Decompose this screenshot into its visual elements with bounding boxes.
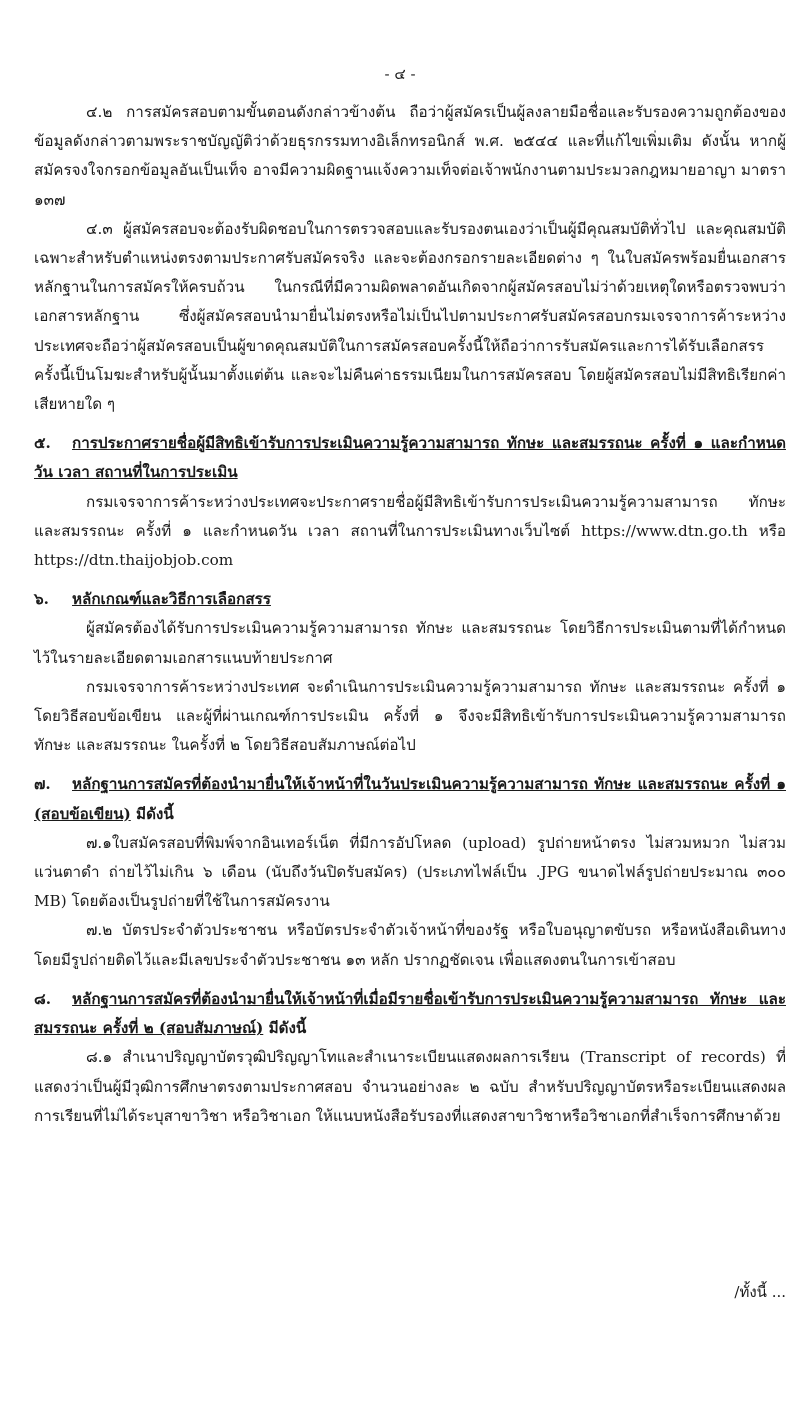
section-7-item-2: ๗.๒ บัตรประจำตัวประชาชน หรือบัตรประจำตัวเจ้าหน้าที่ของรัฐ หรือใบอนุญาตขับรถ หรือหนังสือเดินทาง โดยมีรูปถ่ายติดไว้และมีเลขประจำตัวประชาชน ๑๓ หลัก ปรากฏชัดเจน เพื่อแสดงตนในการเข้าสอบ xyxy=(34,921,786,969)
paragraph-4-2: ๔.๒ การสมัครสอบตามขั้นตอนดังกล่าวข้างต้น ถือว่าผู้สมัครเป็นผู้ลงลายมือชื่อและรับรองความถูกต้องของข้อมูลดังกล่าวตามพระราชบัญญัติว่าด้วยธุรกรรมทางอิเล็กทรอนิกส์ พ.ศ. ๒๕๔๔ และที่แก้ไขเพิ่มเติม ดังนั้น หากผู้สมัครจงใจกรอกข้อมูลอันเป็นเท็จ อาจมีความผิดฐานแจ้งความเท็จต่อเจ้าพนักงานตามประมวลกฎหมายอาญา มาตรา ๑๓๗ xyxy=(34,103,786,209)
section-6-body-2: กรมเจรจาการค้าระหว่างประเทศ จะดำเนินการประเมินความรู้ความสามารถ ทักษะ และสมรรถนะ ครั้งที่ ๑ โดยวิธีสอบข้อเขียน และผู้ที่ผ่านเกณฑ์การประเมิน ครั้งที่ ๑ จึงจะมีสิทธิเข้ารับการประเมินความรู้ความสามารถ ทักษะ และสมรรถนะ ในครั้งที่ ๒ โดยวิธีสอบสัมภาษณ์ต่อไป xyxy=(34,677,786,755)
section-7-number: ๗. xyxy=(34,775,51,794)
section-6-heading xyxy=(34,585,786,614)
section-6-title: หลักเกณฑ์และวิธีการเลือกสรร xyxy=(72,590,271,609)
section-8-heading xyxy=(34,985,786,1043)
section-8-title: หลักฐานการสมัครที่ต้องนำมายื่นให้เจ้าหน้าที่เมื่อมีรายชื่อเข้ารับการประเมินความรู้ความสามารถ ทักษะ และสมรรถนะ ครั้งที่ ๒ (สอบสัมภาษณ์) xyxy=(34,989,786,1038)
section-7-title: หลักฐานการสมัครที่ต้องนำมายื่นให้เจ้าหน้าที่ในวันประเมินความรู้ความสามารถ ทักษะ และสมรรถนะ ครั้งที่ ๑ (สอบข้อเขียน) xyxy=(34,775,786,823)
section-7-item-1: ๗.๑ใบสมัครสอบที่พิมพ์จากอินเทอร์เน็ต ที่มีการอัปโหลด (upload) รูปถ่ายหน้าตรง ไม่สวมหมวก ไม่สวมแว่นตาดำ ถ่ายไว้ไม่เกิน ๖ เดือน (นับถึงวันปิดรับสมัคร) (ประเภทไฟล์เป็น .JPG ขนาดไฟล์รูปถ่ายประมาณ ๓๐๐ MB) โดยต้องเป็นรูปถ่ายที่ใช้ในการสมัครงาน xyxy=(34,833,786,911)
continuation-note: /ทั้งนี้ ... xyxy=(734,1283,786,1301)
page-number: - ๔ - xyxy=(384,65,416,83)
section-6-body-1: ผู้สมัครต้องได้รับการประเมินความรู้ความสามารถ ทักษะ และสมรรถนะ โดยวิธีการประเมินตามที่ได้กำหนดไว้ในรายละเอียดตามเอกสารแนบท้ายประกาศ xyxy=(34,619,786,667)
section-5-title: การประกาศรายชื่อผู้มีสิทธิเข้ารับการประเมินความรู้ความสามารถ ทักษะ และสมรรถนะ ครั้งที่ ๑ และกำหนด วัน เวลา สถานที่ในการประเมิน xyxy=(34,434,786,482)
paragraph-4-3: ๔.๓ ผู้สมัครสอบจะต้องรับผิดชอบในการตรวจสอบและรับรองตนเองว่าเป็นผู้มีคุณสมบัติทั่วไป และคุณสมบัติเฉพาะสำหรับตำแหน่งตรงตามประกาศรับสมัครจริง และจะต้องกรอกรายละเอียดต่าง ๆ ในใบสมัครพร้อมยื่นเอกสารหลักฐานในการสมัครให้ครบถ้วน ในกรณีที่มีความผิดพลาดอันเกิดจากผู้สมัครสอบไม่ว่าด้วยเหตุใดหรือตรวจพบว่าเอกสารหลักฐาน ซึ่งผู้สมัครสอบนำมายื่นไม่ตรงหรือไม่เป็นไปตามประกาศรับสมัครสอบกรมเจรจาการค้าระหว่างประเทศจะถือว่าผู้สมัครสอบเป็นผู้ขาดคุณสมบัติในการสมัครสอบครั้งนี้ให้ถือว่าการรับสมัครและการได้รับเลือกสรรครั้งนี้เป็นโมฆะสำหรับผู้นั้นมาตั้งแต่ต้น และจะไม่คืนค่าธรรมเนียมในการสมัครสอบ โดยผู้สมัครสอบไม่มีสิทธิเรียกค่าเสียหายใด ๆ xyxy=(34,219,786,414)
section-5-heading xyxy=(34,429,786,487)
section-5-number: ๕. xyxy=(34,434,51,453)
section-7-tail: มีดังนี้ xyxy=(130,804,174,823)
section-7-heading xyxy=(34,770,786,828)
document-body xyxy=(34,98,786,1131)
section-8-number: ๘. xyxy=(34,989,52,1008)
section-5-body: กรมเจรจาการค้าระหว่างประเทศจะประกาศรายชื่อผู้มีสิทธิเข้ารับการประเมินความรู้ความสามารถ ทักษะ และสมรรถนะ ครั้งที่ ๑ และกำหนดวัน เวลา สถานที่ในการประเมินทางเว็บไซต์ https://www.dtn.go.th หรือ https://dtn.thaijobjob.com xyxy=(34,492,786,570)
section-6-number: ๖. xyxy=(34,590,49,609)
section-8-tail: มีดังนี้ xyxy=(263,1019,307,1038)
section-8-item-1: ๘.๑ สำเนาปริญญาบัตรวุฒิปริญญาโทและสำเนาระเบียนแสดงผลการเรียน (Transcript of records) ที่แสดงว่าเป็นผู้มีวุฒิการศึกษาตรงตามประกาศสอบ จำนวนอย่างละ ๒ ฉบับ สำหรับปริญญาบัตรหรือระเบียนแสดงผลการเรียนที่ไม่ได้ระบุสาขาวิชา หรือวิชาเอก ให้แนบหนังสือรับรองที่แสดงสาขาวิชาหรือวิชาเอกที่สำเร็จการศึกษาด้วย xyxy=(34,1048,786,1125)
